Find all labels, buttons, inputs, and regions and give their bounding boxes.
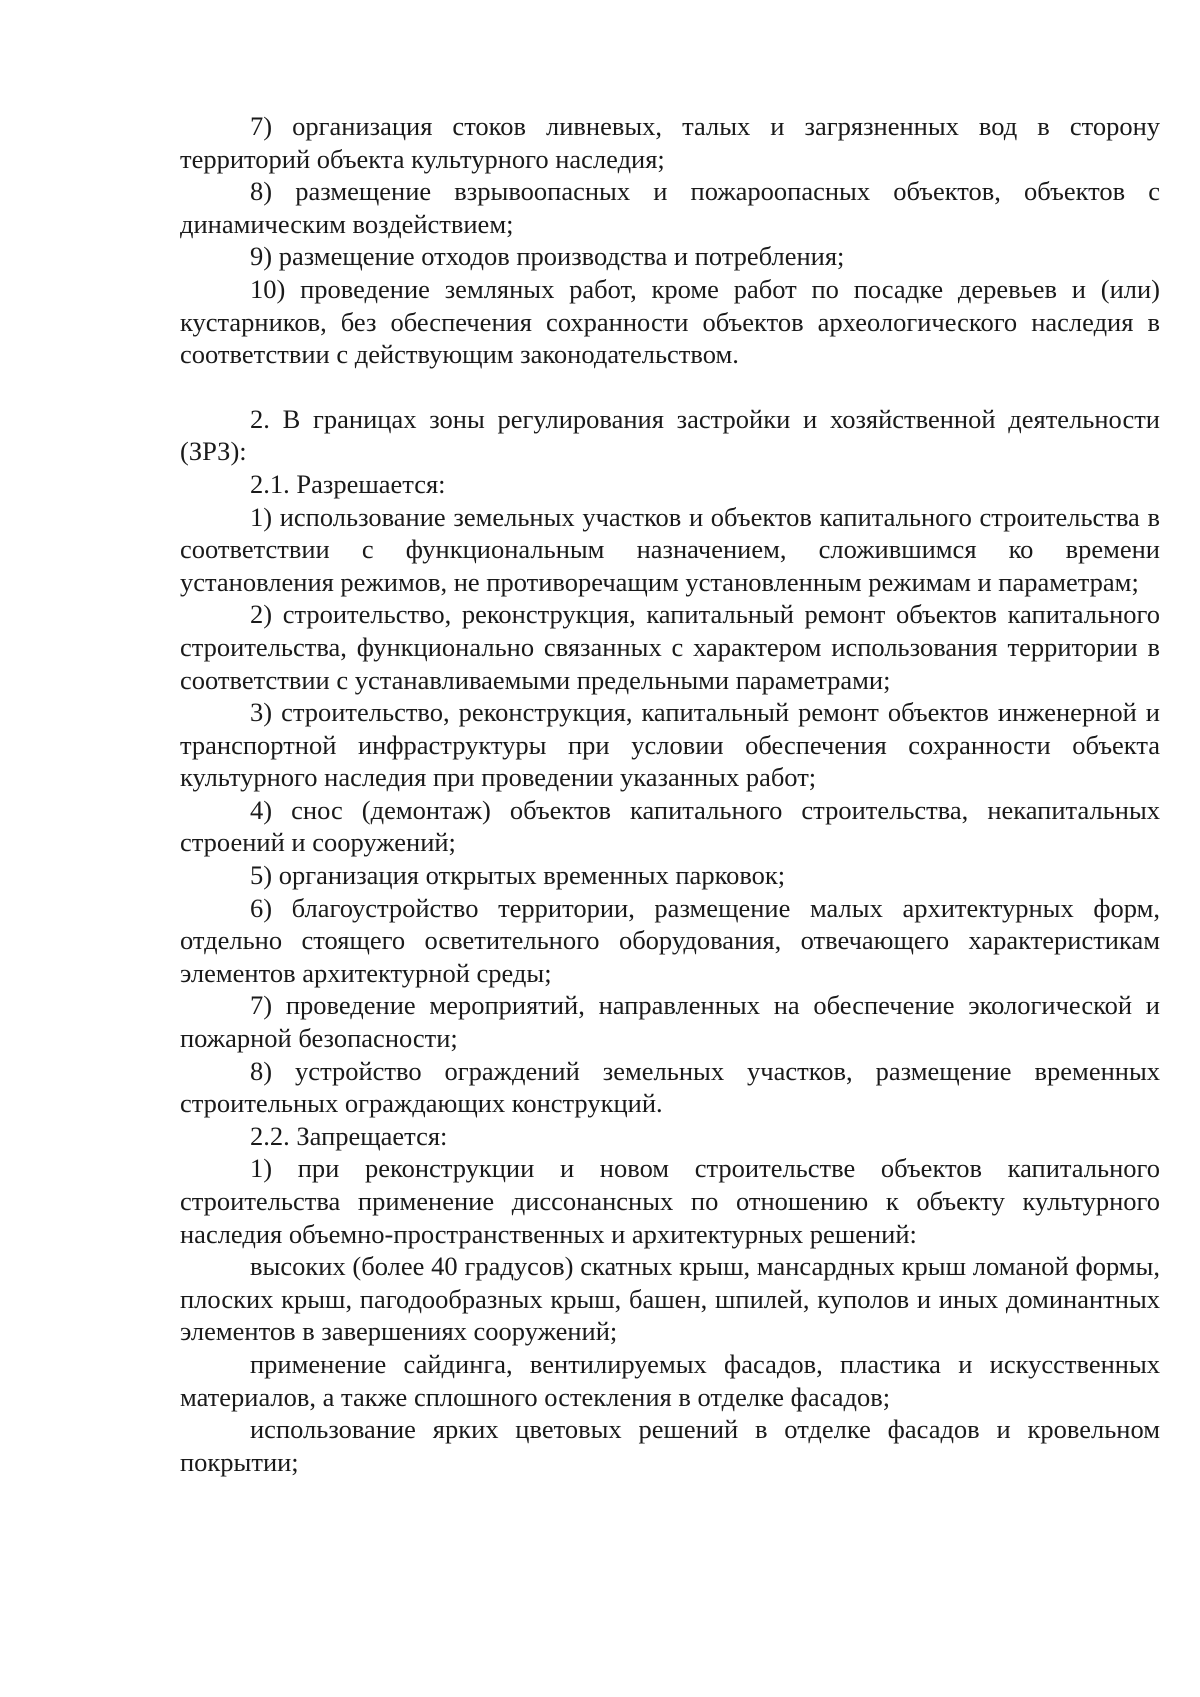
allowed-item-6: 6) благоустройство территории, размещение малых архитектурных форм, отдельно стоящего осветительного оборудования, отвечающего характеристикам элементов архитектурной среды; — [180, 892, 1160, 988]
allowed-item-3: 3) строительство, реконструкция, капитальный ремонт объектов инженерной и транспортной инфраструктуры при условии обеспечения сохранности объекта культурного наследия при проведении указанных работ; — [180, 697, 1160, 793]
allowed-item-8: 8) устройство ограждений земельных участков, размещение временных строительных ограждающих конструкций. — [180, 1055, 1160, 1119]
prohibited-item-1: 1) при реконструкции и новом строительстве объектов капитального строительства применение диссонансных по отношению к объекту культурного наследия объемно-пространственных и архитектурных решений: — [180, 1153, 1160, 1249]
section-heading-2: 2. В границах зоны регулирования застройки и хозяйственной деятельности (ЗРЗ): — [180, 403, 1160, 467]
prohibited-bright-colors: использование ярких цветовых решений в отделке фасадов и кровельном покрытии; — [180, 1414, 1160, 1477]
allowed-item-4: 4) снос (демонтаж) объектов капитального строительства, некапитальных строений и сооружений; — [180, 794, 1160, 858]
paragraph-item-8-hazardous-objects: 8) размещение взрывоопасных и пожароопасных объектов, объектов с динамическим воздействием; — [180, 176, 1160, 239]
subsection-heading-2-1: 2.1. Разрешается: — [250, 468, 446, 499]
subsection-heading-2-2: 2.2. Запрещается: — [250, 1120, 448, 1151]
allowed-item-1: 1) использование земельных участков и объектов капитального строительства в соответствии с функциональным назначением, сложившимся ко времени установления режимов, не противоречащим установленным режимам и параметрам; — [180, 501, 1160, 597]
allowed-item-5: 5) организация открытых временных парковок; — [250, 860, 786, 891]
allowed-item-7: 7) проведение мероприятий, направленных на обеспечение экологической и пожарной безопасности; — [180, 990, 1160, 1054]
document-body — [180, 110, 1160, 1478]
paragraph-item-7-stormwater: 7) организация стоков ливневых, талых и загрязненных вод в сторону территорий объекта культурного наследия; — [180, 111, 1160, 174]
paragraph-item-9-waste: 9) размещение отходов производства и потребления; — [250, 241, 845, 272]
allowed-item-2: 2) строительство, реконструкция, капитальный ремонт объектов капитального строительства, функционально связанных с характером использования территории в соответствии с устанавливаемыми предельными параметрами; — [180, 599, 1160, 695]
paragraph-item-10-earthworks: 10) проведение земляных работ, кроме работ по посадке деревьев и (или) кустарников, без обеспечения сохранности объектов археологического наследия в соответствии с действующим законодательством. — [180, 273, 1160, 370]
section-spacer — [180, 371, 1160, 403]
prohibited-roof-forms: высоких (более 40 градусов) скатных крыш, мансардных крыш ломаной формы, плоских крыш, пагодообразных крыш, башен, шпилей, куполов и иных доминантных элементов в завершениях сооружений; — [180, 1251, 1160, 1347]
prohibited-facade-materials: применение сайдинга, вентилируемых фасадов, пластика и искусственных материалов, а также сплошного остекления в отделке фасадов; — [180, 1348, 1160, 1412]
